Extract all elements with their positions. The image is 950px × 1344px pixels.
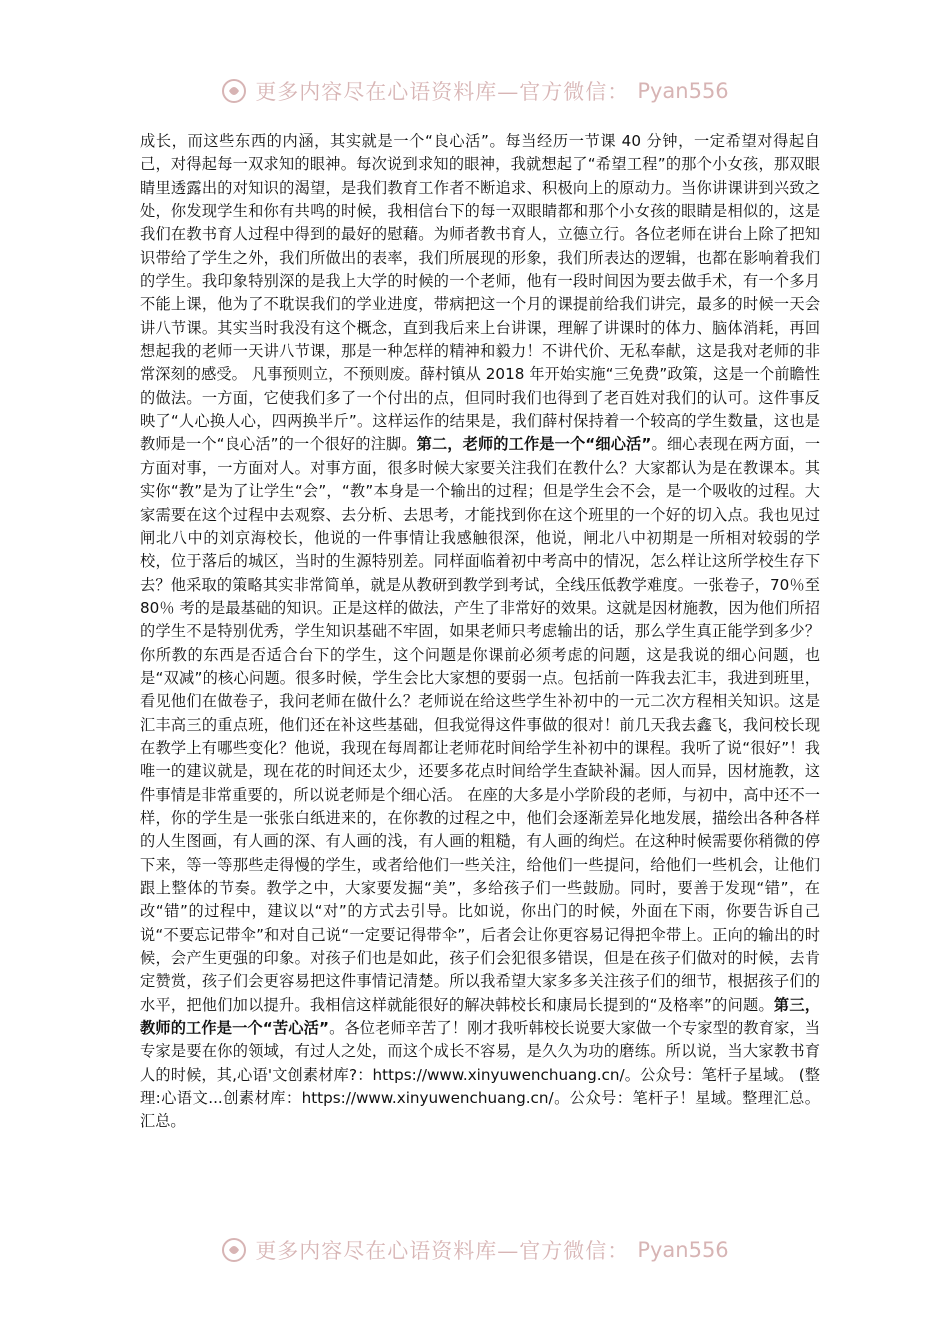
watermark-footer	[0, 1235, 950, 1265]
document-body	[140, 130, 820, 1134]
watermark-text: 更多内容尽在心语资料库—官方微信：	[255, 80, 630, 104]
watermark-handle: Pyan556	[637, 1238, 729, 1262]
heading-third: 第三，教师的工作是一个“苦心活”	[140, 995, 820, 1038]
heading-second: 第二，老师的工作是一个“细心活”	[416, 435, 652, 454]
rose-logo-icon	[221, 78, 247, 104]
watermark-text: 更多内容尽在心语资料库—官方微信：	[255, 1239, 630, 1263]
rose-logo-icon	[221, 1237, 247, 1263]
source-note: ,心语'文创素材库?：https://www.xinyuwenchuang.cn/。公众号：笔杆子星域。 (整理:心语文...创素材库：https://www.xinyuwenchuang.cn/。公众号：笔杆子！星域。整理汇总。汇总。	[140, 1065, 820, 1131]
text-run: 成长，而这些东西的内涵，其实就是一个“良心活”。每当经历一节课 40 分钟，一定希望对得起自己，对得起每一双求知的眼神。每次说到求知的眼神，我就想起了“希望工程”的那个小女孩，那双眼睛里透露出的对知识的渴望，是我们教育工作者不断追求、积极向上的原动力。当你讲课讲到兴致之处，你发现学生和你有共鸣的时候，我相信台下的每一双眼睛都和那个小女孩的眼睛是相似的，这是我们在教书育人过程中得到的最好的慰藉。为师者教书育人，立德立行。各位老师在讲台上除了把知识带给了学生之外，我们所做出的表率，我们所展现的形象，我们所表达的逻辑，也都在影响着我们的学生。我印象特别深的是我上大学的时候的一个老师，他有一段时间因为要去做手术，有一个多月不能上课，他为了不耽误我们的学业进度，带病把这一个月的课提前给我们讲完，最多的时候一天会讲八节课。其实当时我没有这个概念，直到我后来上台讲课，理解了讲课时的体力、脑体消耗，再回想起我的老师一天讲八节课，那是一种怎样的精神和毅力！不讲代价、无私奉献，这是我对老师的非常深刻的感受。 凡事预则立，不预则废。薛村镇从 2018 年开始实施“三免费”政策，这是一个前瞻性的做法。一方面，它使我们多了一个付出的点，但同时我们也得到了老百姓对我们的认可。这件事反映了“人心换人心，四两换半斤”。这样运作的结果是，我们薛村保持着一个较高的学生数量，这也是教师是一个“良心活”的一个很好的注脚。	[140, 132, 820, 454]
text-run: 。各位老师辛苦了！刚才我听韩校长说要大家做一个专家型的教育家，当专家是要在你的领域，有过人之处，而这个成长不容易，是久久为功的磨练。所以说，当大家教书育人的时候，其	[140, 1019, 821, 1084]
text-run: 。细心表现在两方面，一方面对事，一方面对人。对事方面，很多时候大家要关注我们在教什么？大家都认为是在教课本。其实你“教”是为了让学生“会”，“教”本身是一个输出的过程；但是学生会不会，是一个吸收的过程。大家需要在这个过程中去观察、去分析、去思考，才能找到你在这个班里的一个好的切入点。我也见过闸北八中的刘京海校长，他说的一件事情让我感触很深，他说，闸北八中初期是一所相对较弱的学校，位于落后的城区，当时的生源特别差。同样面临着初中考高中的情况，怎么样让这所学校生存下去？他采取的策略其实非常简单，就是从教研到教学到考试，全线压低教学难度。一张卷子，70％至 80％ 考的是最基础的知识。正是这样的做法，产生了非常好的效果。这就是因材施教，因为他们所招的学生不是特别优秀，学生知识基础不牢固，如果老师只考虑输出的话，那么学生真正能学到多少？你所教的东西是否适合台下的学生，这个问题是你课前必须考虑的问题，这是我说的细心问题，也是“双减”的核心问题。很多时候，学生会比大家想的要弱一点。包括前一阵我去汇丰，我进到班里，看见他们在做卷子，我问老师在做什么？老师说在给这些学生补初中的一元二次方程相关知识。这是汇丰高三的重点班，他们还在补这些基础，但我觉得这件事做的很对！前几天我去鑫飞，我问校长现在教学上有哪些变化？他说，我现在每周都让老师花时间给学生补初中的课程。我听了说“很好”！我唯一的建议就是，现在花的时间还太少，还要多花点时间给学生查缺补漏。因人而异，因材施教，这件事情是非常重要的，所以说老师是个细心活。 在座的大多是小学阶段的老师，与初中，高中还不一样，你的学生是一张张白纸进来的，在你教的过程之中，他们会逐渐差异化地发展，描绘出各种各样的人生图画，有人画的深、有人画的浅，有人画的粗糙，有人画的绚烂。在这种时候需要你稍微的停下来，等一等那些走得慢的学生，或者给他们一些关注，给他们一些提问，给他们一些机会，让他们跟上整体的节奏。教学之中，大家要发掘“美”，多给孩子们一些鼓励。同时，要善于发现“错”，在改“错”的过程中，建议以“对”的方式去引导。比如说，你出门的时候，外面在下雨，你要告诉自己说“不要忘记带伞”和对自己说“一定要记得带伞”，后者会让你更容易记得把伞带上。正向的输出的时候，会产生更强的印象。对孩子们也是如此，孩子们会犯很多错误，但是在孩子们做对的时候，去肯定赞赏，孩子们会更容易把这件事情记清楚。所以我希望大家多多关注孩子们的细节，根据孩子们的水平，把他们加以提升。我相信这样就能很好的解决韩校长和康局长提到的“及格率”的问题。	[140, 435, 821, 1014]
watermark-header	[0, 76, 950, 106]
watermark-handle: Pyan556	[637, 79, 729, 103]
body-paragraph	[140, 130, 820, 1134]
